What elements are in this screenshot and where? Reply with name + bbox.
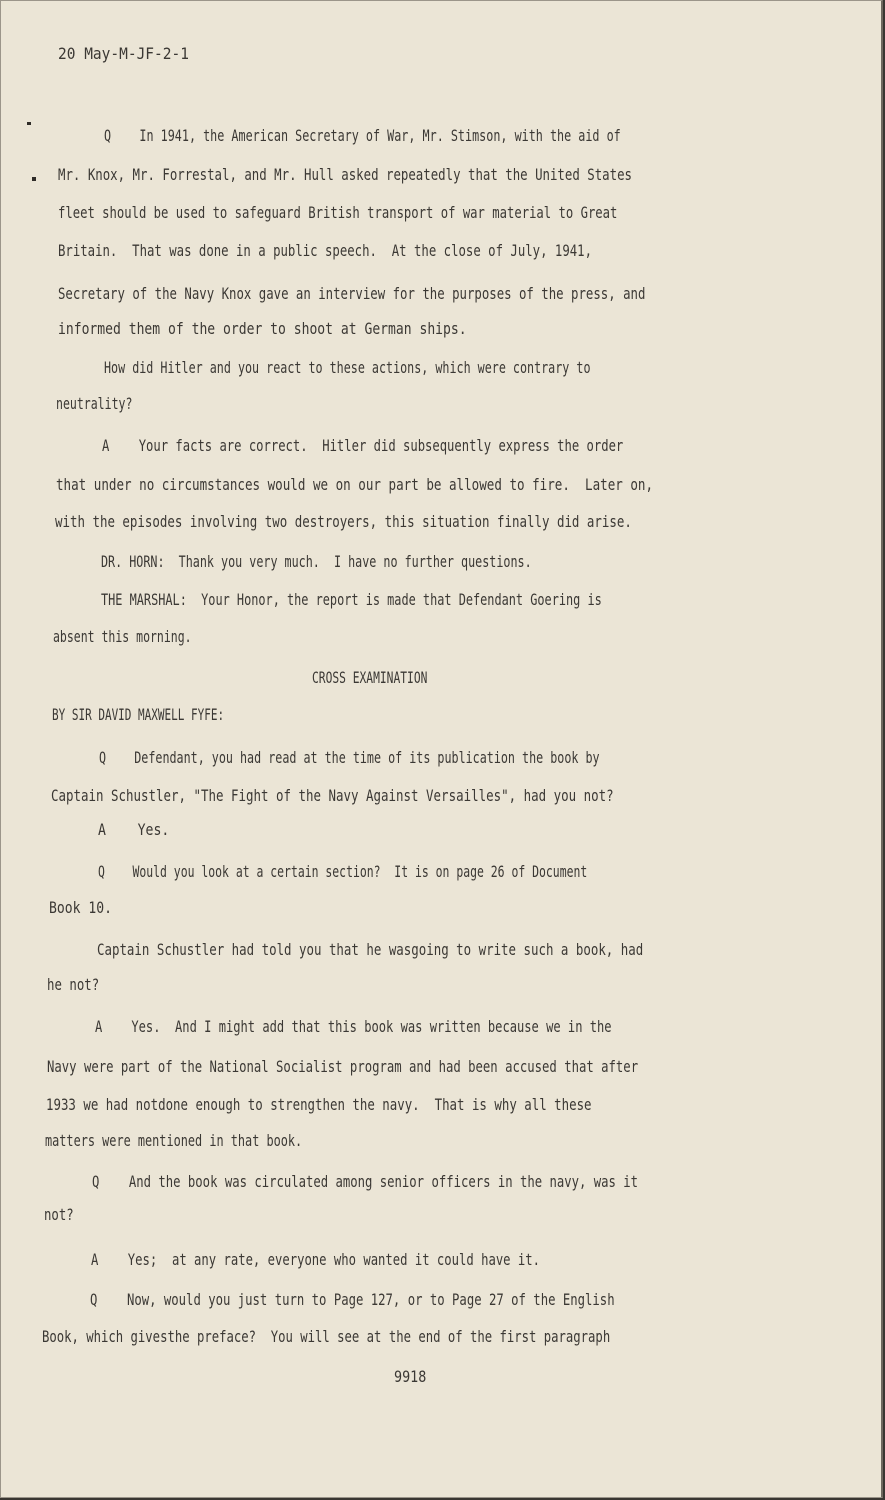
body-line: DR. HORN: Thank you very much. I have no further questions. — [101, 553, 532, 571]
body-line: with the episodes involving two destroyers, this situation finally did arise. — [55, 513, 632, 531]
body-line: A Yes. And I might add that this book was written because we in the — [95, 1018, 612, 1036]
body-line: Q Defendant, you had read at the time of its publication the book by — [99, 749, 600, 767]
body-line: Book, which givesthe preface? You will see at the end of the first paragraph — [42, 1328, 611, 1346]
section-heading: CROSS EXAMINATION — [312, 669, 428, 687]
body-line: matters were mentioned in that book. — [45, 1132, 303, 1150]
body-line: he not? — [47, 976, 100, 994]
body-line: Q Now, would you just turn to Page 127, or to Page 27 of the English — [90, 1291, 615, 1309]
body-line: informed them of the order to shoot at German ships. — [58, 320, 467, 338]
body-line: Captain Schustler had told you that he wasgoing to write such a book, had — [97, 941, 644, 959]
body-line: fleet should be used to safeguard British transport of war material to Great — [58, 204, 618, 222]
body-line: How did Hitler and you react to these actions, which were contrary to — [104, 359, 591, 377]
body-line: absent this morning. — [53, 628, 192, 646]
margin-mark — [32, 177, 36, 181]
body-line: Captain Schustler, "The Fight of the Navy Against Versailles", had you not? — [51, 787, 614, 805]
examiner-line: BY SIR DAVID MAXWELL FYFE: — [52, 706, 225, 724]
body-line: Q And the book was circulated among senior officers in the navy, was it — [92, 1173, 639, 1191]
body-line: A Yes; at any rate, everyone who wanted it could have it. — [91, 1251, 540, 1269]
page-identifier: 20 May-M-JF-2-1 — [58, 45, 189, 63]
margin-mark — [27, 122, 31, 125]
body-line: Book 10. — [49, 899, 112, 917]
body-line: Britain. That was done in a public speech. At the close of July, 1941, — [58, 242, 593, 260]
page-number: 9918 — [394, 1368, 427, 1386]
body-line: Q In 1941, the American Secretary of War, Mr. Stimson, with the aid of — [104, 127, 621, 145]
body-line: A Yes. — [98, 821, 170, 839]
body-line: 1933 we had notdone enough to strengthen the navy. That is why all these — [46, 1096, 592, 1114]
body-line: neutrality? — [56, 395, 133, 413]
body-line: Navy were part of the National Socialist program and had been accused that after — [47, 1058, 639, 1076]
body-line: that under no circumstances would we on our part be allowed to fire. Later on, — [56, 476, 654, 494]
body-line: Mr. Knox, Mr. Forrestal, and Mr. Hull asked repeatedly that the United States — [58, 166, 632, 184]
body-line: Q Would you look at a certain section? It is on page 26 of Document — [98, 863, 588, 881]
body-line: not? — [44, 1206, 74, 1224]
body-line: A Your facts are correct. Hitler did subsequently express the order — [102, 437, 624, 455]
body-line: Secretary of the Navy Knox gave an interview for the purposes of the press, and — [58, 285, 646, 303]
body-line: THE MARSHAL: Your Honor, the report is made that Defendant Goering is — [101, 591, 602, 609]
